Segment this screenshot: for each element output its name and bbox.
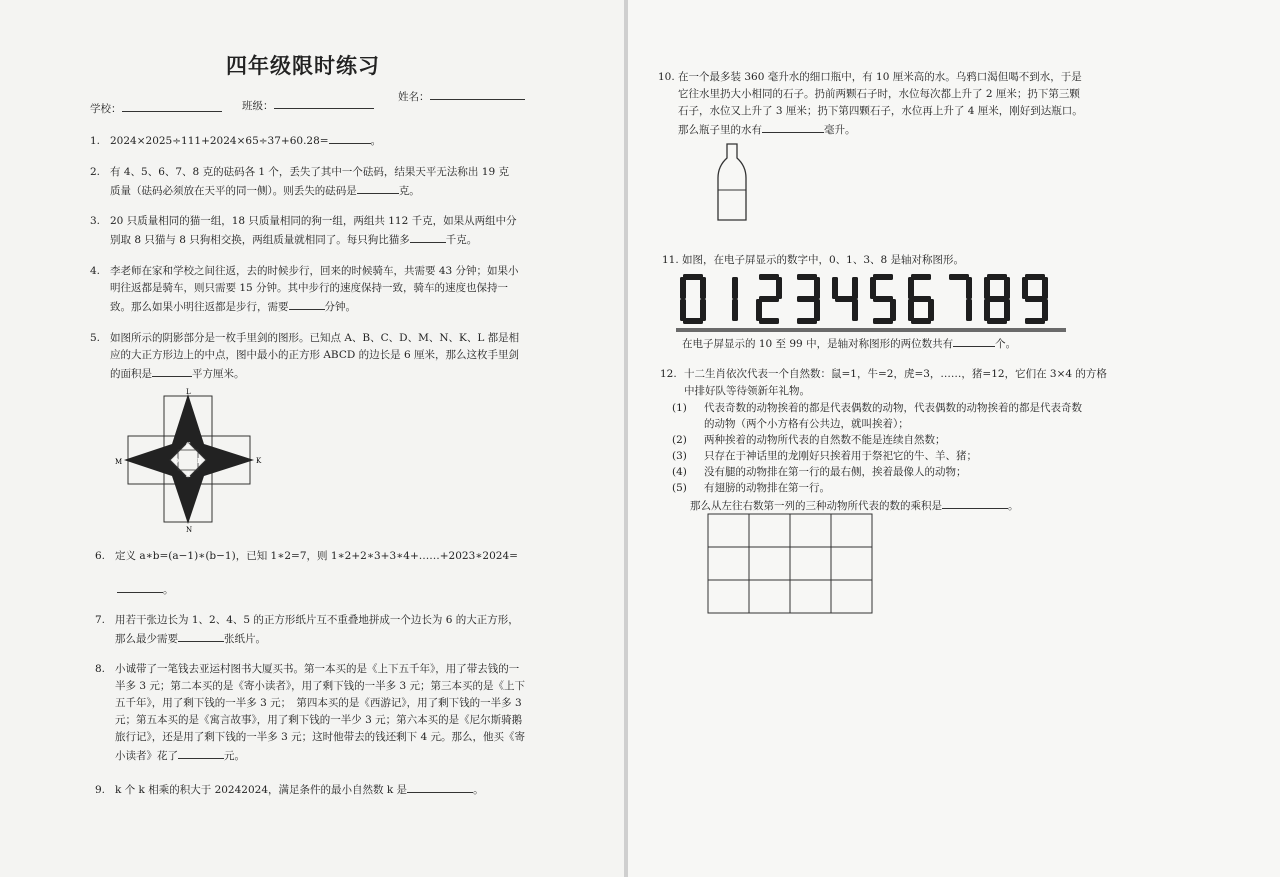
grid-cell[interactable]	[708, 514, 749, 547]
segment-f	[1022, 277, 1028, 299]
segment-f	[832, 277, 838, 299]
segment-c	[890, 299, 896, 321]
segment-b	[700, 277, 706, 299]
condition-5: (5) 有翅膀的动物排在第一行。	[672, 482, 830, 494]
segment-c	[814, 299, 820, 321]
segment-f	[908, 277, 914, 299]
segment-c	[1004, 299, 1010, 321]
segment-e	[680, 299, 686, 321]
segment-c	[928, 299, 934, 321]
digit-1	[732, 277, 738, 321]
condition-1: (1) 代表奇数的动物挨着的都是代表偶数的动物，代表偶数的动物挨着的都是代表奇数	[672, 402, 1082, 414]
answer-blank-3[interactable]	[410, 230, 446, 243]
segment-b	[732, 277, 738, 299]
question-4: 4. 李老师在家和学校之间往返，去的时候步行，回来的时候骑车，共需要 43 分钟；如果小	[90, 265, 519, 277]
digit-4	[832, 277, 858, 321]
answer-blank-8[interactable]	[178, 746, 224, 759]
segment-b	[852, 277, 858, 299]
segment-d	[873, 318, 893, 324]
digit-9	[1022, 274, 1048, 324]
bottle-figure	[712, 142, 752, 224]
question-10: 10. 在一个最多装 360 毫升水的细口瓶中，有 10 厘米高的水。乌鸦口渴但喝不到水，于是	[658, 71, 1082, 83]
segment-b	[1042, 277, 1048, 299]
condition-2: (2) 两种挨着的动物所代表的自然数不能是连续自然数；	[672, 434, 946, 446]
answer-blank-6[interactable]	[117, 580, 163, 593]
right-page: 10. 在一个最多装 360 毫升水的细口瓶中，有 10 厘米高的水。乌鸦口渴但喝不到水，于是 它往水里扔大小相同的石子。扔前两颗石子时，水位每次都上升了 2 厘米；扔下第三颗 石子，水位又上升了 3 厘米；扔下第四颗石子，水位再上升了 4 厘米，刚好到达瓶口。 那么瓶子里的水有 毫升。 11. 如图，在电子屏显示的数字中，0、1、3、8 是轴对称图形。 在电子屏显示的 10 至 99 中，是轴对称图形的两位数共有 个。 12. 十二生肖依次代表一个自然数：鼠=1，牛=2，虎=3，……，猪=12，它们在 3×4 的方格 中排好队等待领新年礼物。 (1) 代表奇数的动物挨着的都是代表偶数的动物，代表偶数的动物挨着的都是代表奇数 的动物（两个小方格有公共边，就叫挨着）； (2) 两种挨着的动物所代表的自然数不能是连续自然数； (3) 只存在于神话里的龙刚好只挨着用于祭祀它的牛、羊、猪； (4) 没有腿的动物排在第一行的最右侧，挨着最像人的动物； (5) 有翅膀的动物排在第一行。 那么从左往右数第一列的三种动物所代表的数的乘积是 。	[628, 0, 1280, 877]
question-1: 1. 2024×2025÷111+2024×65÷37+60.28= 。	[90, 131, 381, 149]
answer-blank-7[interactable]	[178, 629, 224, 642]
digit-6	[908, 274, 934, 324]
digit-7	[949, 274, 972, 321]
segment-b	[776, 277, 782, 299]
zodiac-grid	[706, 512, 876, 616]
question-9: 9. k 个 k 相乘的积大于 20242024，满足条件的最小自然数 k 是 。	[95, 780, 484, 798]
grid-cell[interactable]	[790, 547, 831, 580]
svg-text:B: B	[197, 458, 202, 465]
segment-d	[797, 318, 817, 324]
page-title: 四年级限时练习	[226, 54, 380, 78]
segment-f	[680, 277, 686, 299]
digit-0	[680, 274, 706, 324]
segment-e	[908, 299, 914, 321]
answer-blank-10[interactable]	[762, 120, 824, 133]
question-12: 12. 十二生肖依次代表一个自然数：鼠=1，牛=2，虎=3，……，猪=12，它们在 3×4 的方格	[660, 368, 1107, 380]
school-field[interactable]: 学校：	[90, 99, 222, 117]
grid-cell[interactable]	[708, 547, 749, 580]
digit-5	[870, 274, 896, 324]
svg-text:D: D	[174, 458, 179, 465]
question-8: 8. 小诚带了一笔钱去亚运村图书大厦买书。第一本买的是《上下五千年》，用了带去钱的一	[95, 663, 520, 675]
digit-3	[797, 274, 820, 324]
segment-g	[1025, 296, 1045, 302]
svg-text:K: K	[256, 457, 262, 465]
condition-3: (3) 只存在于神话里的龙刚好只挨着用于祭祀它的牛、羊、猪；	[672, 450, 977, 462]
segment-d	[759, 318, 779, 324]
answer-blank-1[interactable]	[329, 131, 371, 144]
answer-blank-2[interactable]	[357, 181, 399, 194]
segment-c	[966, 299, 972, 321]
question-2: 2. 有 4、5、6、7、8 克的砝码各 1 个，丢失了其中一个砝码，结果天平无法称出 19 克	[90, 166, 509, 178]
grid-cell[interactable]	[749, 514, 790, 547]
grid-cell[interactable]	[790, 514, 831, 547]
digit-8	[984, 274, 1010, 324]
question-7: 7. 用若干张边长为 1、2、4、5 的正方形纸片互不重叠地拼成一个边长为 6 的大正方形，	[95, 614, 519, 626]
grid-cell[interactable]	[749, 580, 790, 613]
svg-text:N: N	[186, 526, 193, 534]
condition-1-cont: 的动物（两个小方格有公共边，就叫挨着）；	[704, 418, 909, 430]
svg-text:A: A	[186, 472, 191, 479]
left-page: 四年级限时练习 学校： 班级： 姓名： 1. 2024×2025÷111+2024×65÷37+60.28= 。 2. 有 4、5、6、7、8 克的砝码各 1 个，丢失了其中一个砝码，结果天平无法称出 19 克 质量（砝码必须放在天平的同一侧）。则丢失的砝码是 克。 3. 20 只质量相同的猫一组，18 只质量相同的狗一组，两组共 112 千克，如果从两组中分 别取 8 只猫与 8 只狗相交换，两组质量就相同了。每只狗比猫多 千克。 4. 李老师在家和学校之间往返，去的时候步行，回来的时候骑车，共需要 43 分钟；如果小 明往返都是骑车，则只需要 15 分钟。其中步行的速度保持一致，骑车的速度也保持一 致。那么如果小明往返都是步行，需要 分钟。 5. 如图所示的阴影部分是一枚手里剑的图形。已知点 A、B、C、D、M、N、K、L 都是相 应的大正方形边上的中点，图中最小的正方形 ABCD 的边长是 6 厘米，那么这枚手里剑 的面积是 平方厘米。 L M K N C D B A 6. 定义 a∗b=(a−1)∗(b−1)，已知 1∗2=7，则 1∗2+2∗3+3∗4+……+2023∗2024= 。 7. 用若干张边长为 1、2、4、5 的正方形纸片互不重叠地拼成一个边长为 6 的大正方形， 那么最少需要 张纸片。 8. 小诚带了一笔钱去亚运村图书大厦买书。第一本买的是《上下五千年》，用了带去钱的一 半多 3 元；第二本买的是《寄小读者》，用了剩下钱的一半多 3 元；第三本买的是《上下 五千年》，用了剩下钱的一半多 3 元； 第四本买的是《西游记》，用了剩下钱的一半多 3 元；第五本买的是《寓言故事》，用了剩下钱的一半少 3 元；第六本买的是《尼尔斯骑鹅 旅行记》，还是用了剩下钱的一半多 3 元；这时他带去的钱还剩下 4 元。那么，他买《寄 小读者》花了 元。 9. k 个 k 相乘的积大于 20242024，满足条件的最小自然数 k 是 。	[0, 0, 624, 877]
grid-cell[interactable]	[790, 580, 831, 613]
svg-text:C: C	[186, 442, 191, 449]
answer-blank-11[interactable]	[953, 334, 995, 347]
question-11: 11. 如图，在电子屏显示的数字中，0、1、3、8 是轴对称图形。	[662, 254, 965, 266]
segment-c	[1042, 299, 1048, 321]
grid-cell[interactable]	[831, 514, 872, 547]
question-5: 5. 如图所示的阴影部分是一枚手里剑的图形。已知点 A、B、C、D、M、N、K、L 都是相	[90, 332, 520, 344]
segment-c	[732, 299, 738, 321]
question-6: 6. 定义 a∗b=(a−1)∗(b−1)，已知 1∗2=7，则 1∗2+2∗3+3∗4+……+2023∗2024=	[95, 550, 518, 562]
segment-e	[756, 299, 762, 321]
segment-b	[814, 277, 820, 299]
svg-text:L: L	[186, 388, 191, 396]
segment-f	[870, 277, 876, 299]
question-3: 3. 20 只质量相同的猫一组，18 只质量相同的狗一组，两组共 112 千克，如果从两组中分	[90, 215, 517, 227]
grid-cell[interactable]	[831, 547, 872, 580]
grid-cell[interactable]	[831, 580, 872, 613]
segment-b	[966, 277, 972, 299]
segment-b	[1004, 277, 1010, 299]
svg-text:M: M	[115, 458, 123, 466]
class-field[interactable]: 班级：	[242, 96, 374, 114]
answer-blank-9[interactable]	[407, 780, 473, 793]
grid-cell[interactable]	[708, 580, 749, 613]
shuriken-figure	[112, 384, 268, 534]
digit-2	[756, 274, 782, 324]
segment-c	[852, 299, 858, 321]
answer-blank-4[interactable]	[289, 297, 325, 310]
segment-e	[984, 299, 990, 321]
segment-d	[1025, 318, 1045, 324]
grid-cell[interactable]	[749, 547, 790, 580]
digital-display	[676, 270, 1068, 336]
segment-g	[987, 296, 1007, 302]
segment-c	[700, 299, 706, 321]
answer-blank-5[interactable]	[152, 364, 192, 377]
condition-4: (4) 没有腿的动物排在第一行的最右侧，挨着最像人的动物；	[672, 466, 967, 478]
segment-f	[984, 277, 990, 299]
name-field[interactable]: 姓名：	[398, 87, 525, 105]
answer-blank-12[interactable]	[942, 496, 1008, 509]
